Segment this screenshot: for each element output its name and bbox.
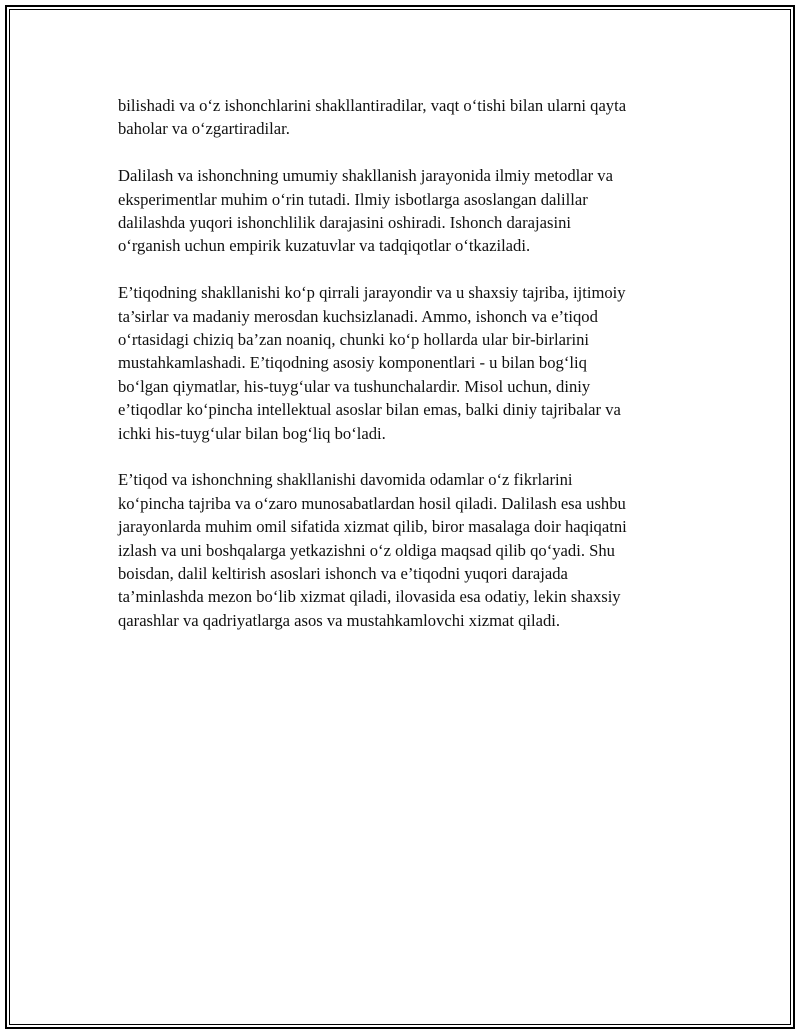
text-line: ta’sirlar va madaniy merosdan kuchsizlanadi. Ammo, ishonch va e’tiqod: [118, 306, 598, 326]
text-line: E’tiqod va ishonchning shakllanishi davomida odamlar o‘z fikrlarini: [118, 470, 573, 490]
text-line: E’tiqodning shakllanishi ko‘p qirrali jarayondir va u shaxsiy tajriba, ijtimoiy: [118, 283, 626, 303]
text-line: Dalilash va ishonchning umumiy shakllanish jarayonida ilmiy metodlar va: [118, 166, 613, 186]
text-line: dalilashda yuqori ishonchlilik darajasini oshiradi. Ishonch darajasini: [118, 213, 571, 233]
text-line: bilishadi va o‘z ishonchlarini shakllantiradilar, vaqt o‘tishi bilan ularni qayta: [118, 96, 627, 115]
text-line: izlash va uni boshqalarga yetkazishni o‘z oldiga maqsad qilib qo‘yadi. Shu: [118, 540, 615, 560]
paragraph-2: [118, 164, 688, 258]
paragraph-4: [118, 468, 688, 632]
paragraph-3: [118, 281, 688, 445]
text-line: mustahkamlashadi. E’tiqodning asosiy komponentlari - u bilan bog‘liq: [118, 353, 587, 373]
text-line: boisdan, dalil keltirish asoslari ishonch va e’tiqodni yuqori darajada: [118, 564, 568, 584]
text-line: e’tiqodlar ko‘pincha intellektual asoslar bilan emas, balki diniy tajribalar va: [118, 400, 621, 420]
text-line: bo‘lgan qiymatlar, his-tuyg‘ular va tushunchalardir. Misol uchun, diniy: [118, 376, 591, 396]
paragraph-1: [118, 94, 688, 141]
text-line: ko‘pincha tajriba va o‘zaro munosabatlardan hosil qiladi. Dalilash esa ushbu: [118, 493, 626, 513]
text-line: o‘rganish uchun empirik kuzatuvlar va tadqiqotlar o‘tkaziladi.: [118, 236, 531, 256]
text-line: jarayonlarda muhim omil sifatida xizmat qilib, biror masalaga doir haqiqatni: [118, 517, 627, 537]
text-line: qarashlar va qadriyatlarga asos va mustahkamlovchi xizmat qiladi.: [118, 610, 561, 630]
text-line: ichki his-tuyg‘ular bilan bog‘liq bo‘ladi.: [118, 423, 386, 443]
text-line: o‘rtasidagi chiziq ba’zan noaniq, chunki ko‘p hollarda ular bir-birlarini: [118, 330, 590, 350]
text-line: eksperimentlar muhim o‘rin tutadi. Ilmiy isbotlarga asoslangan dalillar: [118, 189, 588, 209]
text-line: baholar va o‘zgartiradilar.: [118, 119, 290, 139]
document-body: [118, 94, 688, 656]
text-line: ta’minlashda mezon bo‘lib xizmat qiladi, ilovasida esa odatiy, lekin shaxsiy: [118, 587, 621, 607]
